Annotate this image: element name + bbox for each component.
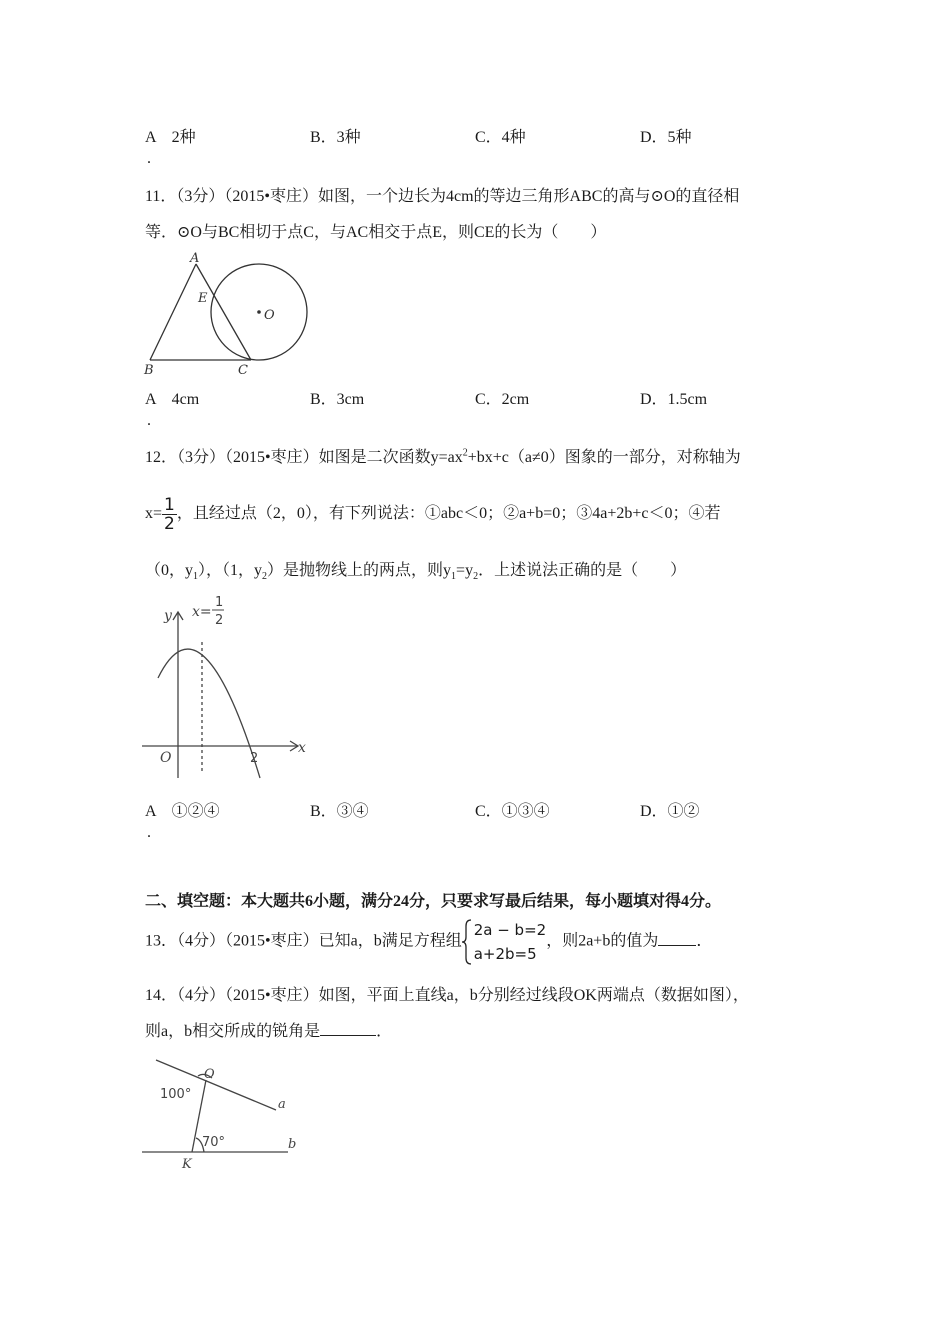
q11-option-a: A 4cm bbox=[145, 391, 200, 408]
q13-line bbox=[145, 918, 712, 966]
q12-label-y: y bbox=[164, 608, 172, 624]
section2-heading: 二、填空题：本大题共6小题，满分24分，只要求写最后结果，每小题填对得4分。 bbox=[145, 893, 722, 910]
q12-dot: . bbox=[147, 824, 151, 841]
q11-line2: 等．⊙O与BC相切于点C，与AC相交于点E，则CE的长为（ ） bbox=[145, 224, 607, 241]
q12-figure bbox=[140, 592, 315, 782]
q14-label-a: a bbox=[278, 1097, 286, 1112]
q12-option-d: D．①② bbox=[640, 803, 700, 820]
q10-option-c: C．4种 bbox=[475, 129, 526, 146]
q13-eq2: a+2b=5 bbox=[473, 945, 537, 963]
q11-label-b: B bbox=[144, 363, 154, 378]
q11-label-a: A bbox=[190, 251, 200, 266]
q12-line2-suffix: ，且经过点（2，0），有下列说法：①abc＜0；②a+b=0；③4a+2b+c＜0；④若 bbox=[176, 505, 721, 523]
q11-dot: . bbox=[147, 412, 151, 429]
q11-option-d: D．1.5cm bbox=[640, 391, 708, 408]
q10-dot: . bbox=[147, 150, 151, 167]
q11-side-ac bbox=[196, 264, 251, 360]
q12-line1-prefix: 12．（3分）（2015•枣庄）如图是二次函数y=ax bbox=[145, 449, 463, 466]
q14-line2 bbox=[145, 1018, 392, 1041]
q11-label-c: C bbox=[238, 363, 248, 378]
q12-line1-sup: 2 bbox=[462, 447, 468, 459]
q12-line2-prefix: x= bbox=[145, 505, 163, 523]
q12-label-x: x bbox=[298, 740, 306, 756]
q12-label-x-eq: x= bbox=[192, 604, 212, 620]
q11-line1: 11．（3分）（2015•枣庄）如图，一个边长为4cm的等边三角形ABC的高与⊙O的直径相 bbox=[145, 188, 740, 205]
q14-angle-70: 70° bbox=[202, 1135, 226, 1150]
q14-line-a bbox=[156, 1060, 276, 1110]
q10-option-d: D．5种 bbox=[640, 129, 692, 146]
q14-label-k: K bbox=[182, 1157, 192, 1172]
q12-line3-c: ）是抛物线上的两点，则y bbox=[267, 562, 452, 579]
q12-line2 bbox=[145, 496, 720, 533]
q12-frac-den: 2 bbox=[164, 514, 175, 534]
q14-line2-prefix: 则a，b相交所成的锐角是 bbox=[145, 1023, 321, 1040]
q12-line3-d: =y bbox=[456, 562, 474, 579]
q12-line3-sub3: 1 bbox=[451, 571, 457, 583]
q14-label-o: O bbox=[204, 1067, 215, 1082]
q13-eq1: 2a − b=2 bbox=[473, 921, 547, 939]
q12-frac-num: 1 bbox=[164, 495, 175, 515]
q12-fraction bbox=[162, 496, 177, 533]
q14-line2-end: ． bbox=[376, 1023, 393, 1040]
q13-answer-blank[interactable] bbox=[658, 945, 696, 946]
q11-option-c: C．2cm bbox=[475, 391, 530, 408]
q12-label-2: 2 bbox=[250, 751, 259, 766]
q12-line3-b: ），（1，y bbox=[198, 562, 263, 579]
q13-equation-system bbox=[462, 918, 546, 966]
q12-label-o: O bbox=[160, 750, 172, 766]
q12-line3 bbox=[145, 557, 686, 582]
q10-option-a: A 2种 bbox=[145, 129, 196, 146]
q13-brace bbox=[462, 918, 472, 966]
q12-line1-suffix: +bx+c（a≠0）图象的一部分，对称轴为 bbox=[467, 449, 741, 466]
q11-figure bbox=[140, 250, 320, 378]
q12-label-den: 2 bbox=[215, 613, 224, 628]
q11-label-o: O bbox=[264, 308, 275, 323]
q14-angle-100: 100° bbox=[160, 1087, 192, 1102]
q12-label-num: 1 bbox=[215, 595, 224, 610]
q11-side-ab bbox=[150, 264, 196, 360]
q13-suffix: ，则2a+b的值为 bbox=[546, 932, 659, 950]
q12-line3-e: ．上述说法正确的是（ ） bbox=[478, 562, 687, 579]
q12-line3-sub2: 2 bbox=[262, 571, 268, 583]
q10-option-b: B．3种 bbox=[310, 129, 361, 146]
q11-center-dot bbox=[257, 310, 261, 314]
q13-end: ． bbox=[696, 932, 713, 950]
q12-line1 bbox=[145, 444, 741, 467]
q12-line3-sub4: 2 bbox=[473, 571, 479, 583]
q12-line3-sub1: 1 bbox=[193, 571, 199, 583]
q11-option-b: B．3cm bbox=[310, 391, 365, 408]
q12-line3-a: （0，y bbox=[145, 562, 194, 579]
q14-label-b: b bbox=[288, 1137, 297, 1152]
q12-option-b: B．③④ bbox=[310, 803, 369, 820]
q13-prefix: 13．（4分）（2015•枣庄）已知a，b满足方程组 bbox=[145, 932, 462, 950]
q11-label-e: E bbox=[198, 291, 208, 306]
q12-option-a: A ①②④ bbox=[145, 803, 220, 820]
q12-parabola bbox=[158, 649, 260, 778]
q14-answer-blank[interactable] bbox=[320, 1035, 376, 1036]
q14-figure bbox=[140, 1052, 310, 1174]
q12-option-c: C．①③④ bbox=[475, 803, 550, 820]
q14-line1: 14．（4分）（2015•枣庄）如图，平面上直线a，b分别经过线段OK两端点（数据如图）， bbox=[145, 987, 749, 1004]
